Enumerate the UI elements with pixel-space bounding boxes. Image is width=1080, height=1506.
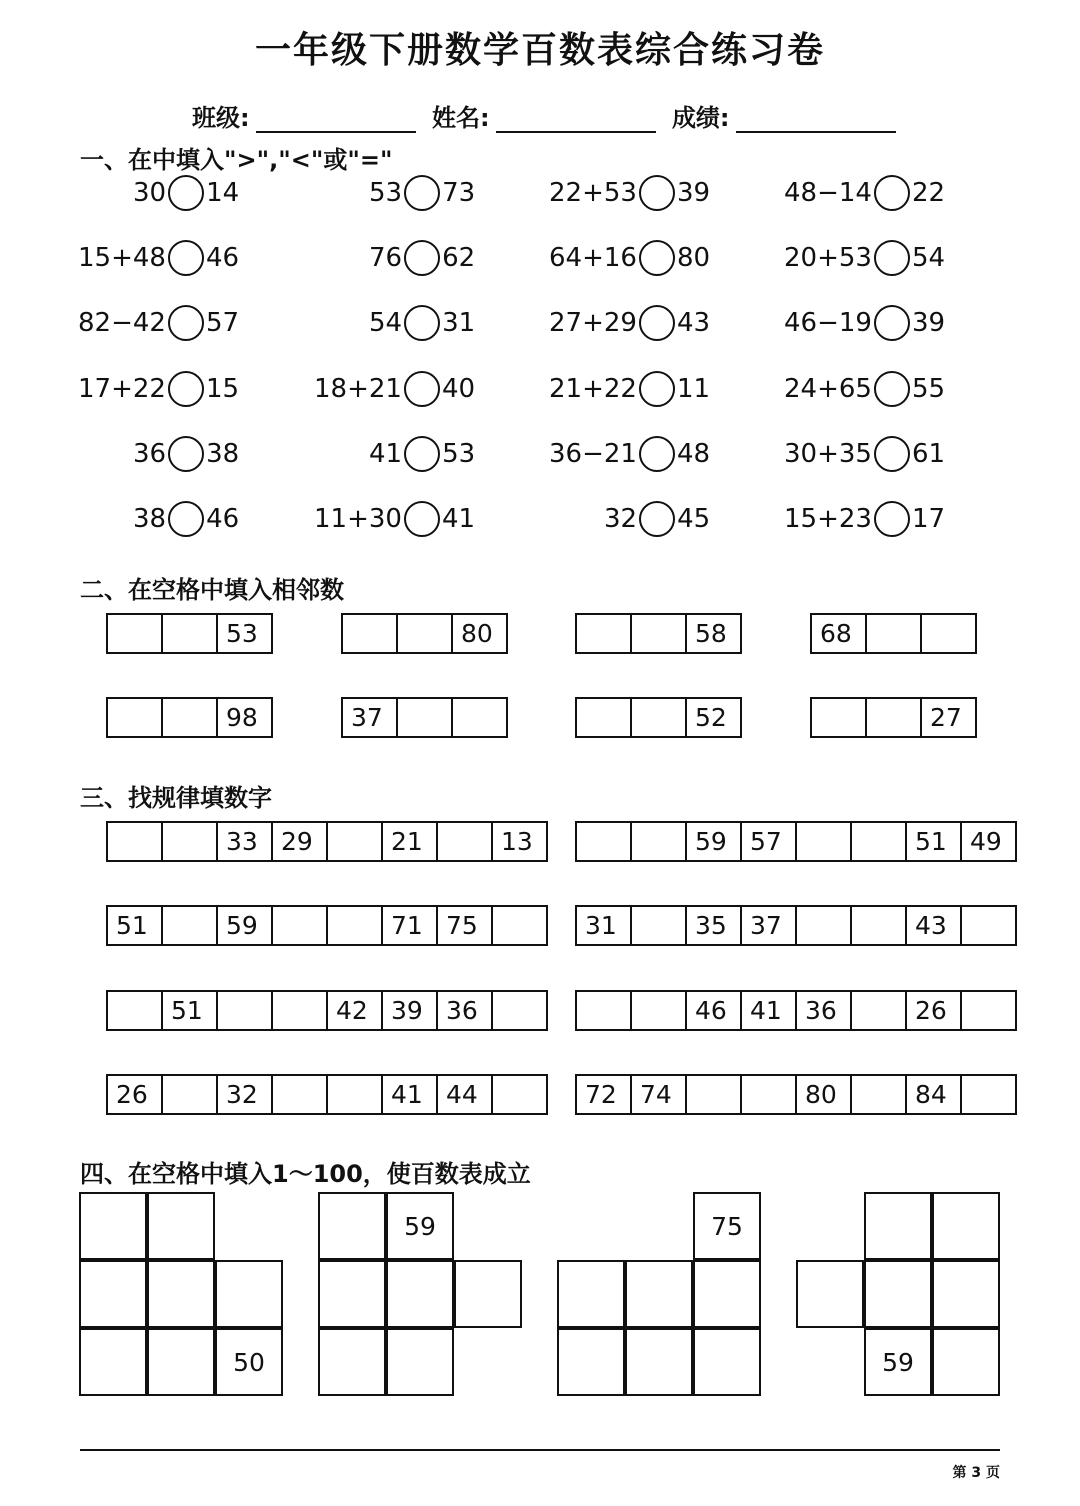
given-number-cell: 51 bbox=[108, 907, 163, 944]
blank-cell[interactable] bbox=[632, 823, 687, 860]
blank-cell[interactable] bbox=[386, 1328, 454, 1396]
blank-cell[interactable] bbox=[577, 992, 632, 1029]
answer-circle[interactable] bbox=[168, 175, 204, 211]
answer-circle[interactable] bbox=[168, 240, 204, 276]
given-number-cell: 37 bbox=[742, 907, 797, 944]
blank-cell[interactable] bbox=[797, 823, 852, 860]
left-expression: 15+48 bbox=[78, 243, 166, 273]
given-number-cell: 33 bbox=[218, 823, 273, 860]
answer-circle[interactable] bbox=[639, 305, 675, 341]
blank-cell[interactable] bbox=[493, 992, 548, 1029]
blank-cell[interactable] bbox=[687, 1076, 742, 1113]
blank-cell[interactable] bbox=[318, 1192, 386, 1260]
answer-circle[interactable] bbox=[404, 436, 440, 472]
blank-cell[interactable] bbox=[218, 992, 273, 1029]
given-number-cell: 59 bbox=[864, 1328, 932, 1396]
given-number-cell: 75 bbox=[693, 1192, 761, 1260]
blank-cell[interactable] bbox=[812, 699, 867, 736]
given-number-cell: 37 bbox=[343, 699, 398, 736]
comparison-item bbox=[784, 303, 945, 343]
adjacent-number-box bbox=[106, 613, 273, 654]
given-number-cell: 84 bbox=[907, 1076, 962, 1113]
given-number-cell: 57 bbox=[742, 823, 797, 860]
blank-cell[interactable] bbox=[328, 907, 383, 944]
comparison-item bbox=[369, 303, 475, 343]
answer-circle[interactable] bbox=[404, 371, 440, 407]
answer-circle[interactable] bbox=[168, 436, 204, 472]
score-label: 成绩: bbox=[671, 104, 730, 132]
answer-circle[interactable] bbox=[168, 305, 204, 341]
right-expression: 17 bbox=[911, 504, 946, 534]
comparison-item bbox=[784, 173, 945, 213]
blank-cell[interactable] bbox=[108, 699, 163, 736]
blank-cell[interactable] bbox=[852, 823, 907, 860]
given-number-cell: 26 bbox=[907, 992, 962, 1029]
given-number-cell: 41 bbox=[383, 1076, 438, 1113]
section1-heading: 一、在中填入">","<"或"=" bbox=[80, 146, 393, 174]
pattern-sequence bbox=[106, 1074, 548, 1115]
left-expression: 30+35 bbox=[784, 439, 872, 469]
left-expression: 11+30 bbox=[314, 504, 402, 534]
given-number-cell: 32 bbox=[218, 1076, 273, 1113]
left-expression: 18+21 bbox=[314, 374, 402, 404]
adjacent-number-box bbox=[341, 697, 508, 738]
comparison-item bbox=[78, 303, 239, 343]
blank-cell[interactable] bbox=[852, 992, 907, 1029]
left-expression: 48−14 bbox=[784, 178, 872, 208]
blank-cell[interactable] bbox=[108, 615, 163, 652]
right-expression: 48 bbox=[676, 439, 711, 469]
pattern-sequence bbox=[575, 1074, 1017, 1115]
left-expression: 64+16 bbox=[549, 243, 637, 273]
blank-cell[interactable] bbox=[962, 1076, 1017, 1113]
blank-cell[interactable] bbox=[962, 907, 1017, 944]
left-expression: 15+23 bbox=[784, 504, 872, 534]
answer-circle[interactable] bbox=[874, 175, 910, 211]
comparison-item bbox=[369, 173, 475, 213]
comparison-item bbox=[784, 499, 945, 539]
blank-cell[interactable] bbox=[79, 1260, 147, 1328]
given-number-cell: 68 bbox=[812, 615, 867, 652]
right-expression: 14 bbox=[206, 178, 240, 208]
footer-rule bbox=[80, 1449, 1000, 1451]
blank-cell[interactable] bbox=[932, 1328, 1000, 1396]
right-expression: 57 bbox=[205, 308, 240, 338]
given-number-cell: 13 bbox=[493, 823, 548, 860]
given-number-cell: 41 bbox=[742, 992, 797, 1029]
left-expression: 36−21 bbox=[549, 439, 637, 469]
blank-cell[interactable] bbox=[273, 907, 328, 944]
pattern-sequence bbox=[575, 905, 1017, 946]
given-number-cell: 26 bbox=[108, 1076, 163, 1113]
answer-circle[interactable] bbox=[404, 305, 440, 341]
left-expression: 38 bbox=[133, 504, 167, 534]
answer-circle[interactable] bbox=[404, 240, 440, 276]
given-number-cell: 53 bbox=[218, 615, 273, 652]
adjacent-number-box bbox=[575, 697, 742, 738]
left-expression: 24+65 bbox=[784, 374, 872, 404]
right-expression: 39 bbox=[676, 178, 711, 208]
pattern-sequence bbox=[575, 990, 1017, 1031]
blank-cell[interactable] bbox=[79, 1328, 147, 1396]
blank-cell[interactable] bbox=[273, 1076, 328, 1113]
left-expression: 32 bbox=[604, 504, 638, 534]
left-expression: 53 bbox=[369, 178, 403, 208]
blank-cell[interactable] bbox=[577, 615, 632, 652]
comparison-item bbox=[784, 238, 945, 278]
left-expression: 76 bbox=[369, 243, 403, 273]
score-field[interactable] bbox=[736, 105, 896, 133]
blank-cell[interactable] bbox=[163, 823, 218, 860]
blank-cell[interactable] bbox=[796, 1260, 864, 1328]
given-number-cell: 42 bbox=[328, 992, 383, 1029]
pattern-sequence bbox=[575, 821, 1017, 862]
comparison-item bbox=[78, 238, 239, 278]
answer-circle[interactable] bbox=[874, 240, 910, 276]
page-title: 一年级下册数学百数表综合练习卷 bbox=[254, 30, 825, 71]
given-number-cell: 80 bbox=[797, 1076, 852, 1113]
given-number-cell: 59 bbox=[687, 823, 742, 860]
given-number-cell: 43 bbox=[907, 907, 962, 944]
given-number-cell: 36 bbox=[438, 992, 493, 1029]
name-field[interactable] bbox=[496, 105, 656, 133]
right-expression: 11 bbox=[676, 374, 711, 404]
given-number-cell: 31 bbox=[577, 907, 632, 944]
left-expression: 21+22 bbox=[549, 374, 637, 404]
class-field[interactable] bbox=[256, 105, 416, 133]
blank-cell[interactable] bbox=[797, 907, 852, 944]
answer-circle[interactable] bbox=[168, 501, 204, 537]
blank-cell[interactable] bbox=[632, 699, 687, 736]
blank-cell[interactable] bbox=[493, 1076, 548, 1113]
blank-cell[interactable] bbox=[163, 1076, 218, 1113]
blank-cell[interactable] bbox=[493, 907, 548, 944]
given-number-cell: 49 bbox=[962, 823, 1017, 860]
answer-circle[interactable] bbox=[639, 371, 675, 407]
left-expression: 22+53 bbox=[549, 178, 637, 208]
given-number-cell: 58 bbox=[687, 615, 742, 652]
left-expression: 30 bbox=[133, 178, 167, 208]
comparison-item bbox=[604, 499, 710, 539]
page-number: 第 3 页 bbox=[952, 1465, 1000, 1481]
left-expression: 82−42 bbox=[78, 308, 166, 338]
right-expression: 41 bbox=[441, 504, 476, 534]
blank-cell[interactable] bbox=[864, 1260, 932, 1328]
right-expression: 54 bbox=[911, 243, 946, 273]
adjacent-number-box bbox=[810, 613, 977, 654]
blank-cell[interactable] bbox=[852, 907, 907, 944]
right-expression: 40 bbox=[441, 374, 476, 404]
answer-circle[interactable] bbox=[874, 305, 910, 341]
blank-cell[interactable] bbox=[438, 823, 493, 860]
given-number-cell: 52 bbox=[687, 699, 742, 736]
adjacent-number-box bbox=[575, 613, 742, 654]
blank-cell[interactable] bbox=[852, 1076, 907, 1113]
given-number-cell: 74 bbox=[632, 1076, 687, 1113]
blank-cell[interactable] bbox=[108, 992, 163, 1029]
given-number-cell: 71 bbox=[383, 907, 438, 944]
comparison-item bbox=[549, 238, 710, 278]
right-expression: 31 bbox=[442, 308, 476, 338]
comparison-item bbox=[369, 434, 475, 474]
blank-cell[interactable] bbox=[932, 1192, 1000, 1260]
blank-cell[interactable] bbox=[273, 992, 328, 1029]
blank-cell[interactable] bbox=[147, 1192, 215, 1260]
given-number-cell: 98 bbox=[218, 699, 273, 736]
section3-heading: 三、找规律填数字 bbox=[80, 784, 272, 812]
answer-circle[interactable] bbox=[639, 240, 675, 276]
blank-cell[interactable] bbox=[693, 1328, 761, 1396]
right-expression: 38 bbox=[206, 439, 240, 469]
blank-cell[interactable] bbox=[163, 907, 218, 944]
adjacent-number-box bbox=[106, 697, 273, 738]
blank-cell[interactable] bbox=[163, 615, 218, 652]
given-number-cell: 21 bbox=[383, 823, 438, 860]
given-number-cell: 51 bbox=[163, 992, 218, 1029]
blank-cell[interactable] bbox=[867, 699, 922, 736]
comparison-item bbox=[549, 303, 710, 343]
comparison-item bbox=[133, 173, 239, 213]
pattern-sequence bbox=[106, 821, 548, 862]
class-label: 班级: bbox=[192, 104, 250, 132]
right-expression: 45 bbox=[677, 504, 711, 534]
blank-cell[interactable] bbox=[867, 615, 922, 652]
right-expression: 61 bbox=[911, 439, 946, 469]
left-expression: 41 bbox=[369, 439, 403, 469]
right-expression: 39 bbox=[911, 308, 946, 338]
given-number-cell: 46 bbox=[687, 992, 742, 1029]
blank-cell[interactable] bbox=[632, 907, 687, 944]
right-expression: 53 bbox=[442, 439, 476, 469]
blank-cell[interactable] bbox=[577, 823, 632, 860]
left-expression: 20+53 bbox=[784, 243, 872, 273]
comparison-item bbox=[784, 369, 945, 409]
blank-cell[interactable] bbox=[454, 1260, 522, 1328]
blank-cell[interactable] bbox=[632, 992, 687, 1029]
right-expression: 73 bbox=[442, 178, 476, 208]
blank-cell[interactable] bbox=[742, 1076, 797, 1113]
answer-circle[interactable] bbox=[874, 371, 910, 407]
section2-heading: 二、在空格中填入相邻数 bbox=[80, 576, 344, 604]
adjacent-number-box bbox=[810, 697, 977, 738]
blank-cell[interactable] bbox=[163, 699, 218, 736]
comparison-item bbox=[133, 499, 239, 539]
answer-circle[interactable] bbox=[639, 501, 675, 537]
blank-cell[interactable] bbox=[328, 1076, 383, 1113]
blank-cell[interactable] bbox=[386, 1260, 454, 1328]
blank-cell[interactable] bbox=[625, 1328, 693, 1396]
given-number-cell: 50 bbox=[215, 1328, 283, 1396]
blank-cell[interactable] bbox=[625, 1260, 693, 1328]
right-expression: 46 bbox=[206, 504, 240, 534]
blank-cell[interactable] bbox=[108, 823, 163, 860]
comparison-item bbox=[133, 434, 239, 474]
comparison-item bbox=[549, 369, 710, 409]
right-expression: 55 bbox=[911, 374, 946, 404]
given-number-cell: 27 bbox=[922, 699, 977, 736]
answer-circle[interactable] bbox=[874, 501, 910, 537]
blank-cell[interactable] bbox=[577, 699, 632, 736]
left-expression: 27+29 bbox=[549, 308, 637, 338]
blank-cell[interactable] bbox=[215, 1260, 283, 1328]
right-expression: 46 bbox=[205, 243, 240, 273]
answer-circle[interactable] bbox=[168, 371, 204, 407]
given-number-cell: 44 bbox=[438, 1076, 493, 1113]
blank-cell[interactable] bbox=[864, 1192, 932, 1260]
blank-cell[interactable] bbox=[343, 615, 398, 652]
left-expression: 17+22 bbox=[78, 374, 166, 404]
blank-cell[interactable] bbox=[932, 1260, 1000, 1328]
pattern-sequence bbox=[106, 905, 548, 946]
given-number-cell: 39 bbox=[383, 992, 438, 1029]
answer-circle[interactable] bbox=[404, 175, 440, 211]
blank-cell[interactable] bbox=[632, 615, 687, 652]
blank-cell[interactable] bbox=[147, 1260, 215, 1328]
right-expression: 62 bbox=[442, 243, 476, 273]
blank-cell[interactable] bbox=[328, 823, 383, 860]
blank-cell[interactable] bbox=[557, 1328, 625, 1396]
left-expression: 54 bbox=[369, 308, 403, 338]
right-expression: 22 bbox=[911, 178, 946, 208]
blank-cell[interactable] bbox=[398, 615, 453, 652]
blank-cell[interactable] bbox=[318, 1328, 386, 1396]
right-expression: 15 bbox=[205, 374, 240, 404]
blank-cell[interactable] bbox=[557, 1260, 625, 1328]
adjacent-number-box bbox=[341, 613, 508, 654]
blank-cell[interactable] bbox=[693, 1260, 761, 1328]
blank-cell[interactable] bbox=[79, 1192, 147, 1260]
comparison-item bbox=[78, 369, 239, 409]
comparison-item bbox=[784, 434, 945, 474]
blank-cell[interactable] bbox=[962, 992, 1017, 1029]
pattern-sequence bbox=[106, 990, 548, 1031]
comparison-item bbox=[549, 173, 710, 213]
right-expression: 43 bbox=[676, 308, 711, 338]
left-expression: 46−19 bbox=[784, 308, 872, 338]
given-number-cell: 36 bbox=[797, 992, 852, 1029]
section4-heading: 四、在空格中填入1～100，使百数表成立 bbox=[80, 1160, 531, 1188]
blank-cell[interactable] bbox=[318, 1260, 386, 1328]
given-number-cell: 59 bbox=[218, 907, 273, 944]
given-number-cell: 59 bbox=[386, 1192, 454, 1260]
right-expression: 80 bbox=[676, 243, 711, 273]
comparison-item bbox=[314, 369, 475, 409]
answer-circle[interactable] bbox=[404, 501, 440, 537]
answer-circle[interactable] bbox=[639, 436, 675, 472]
given-number-cell: 72 bbox=[577, 1076, 632, 1113]
left-expression: 36 bbox=[133, 439, 167, 469]
blank-cell[interactable] bbox=[453, 699, 508, 736]
comparison-item bbox=[369, 238, 475, 278]
comparison-item bbox=[314, 499, 475, 539]
answer-circle[interactable] bbox=[639, 175, 675, 211]
given-number-cell: 35 bbox=[687, 907, 742, 944]
given-number-cell: 80 bbox=[453, 615, 508, 652]
given-number-cell: 75 bbox=[438, 907, 493, 944]
blank-cell[interactable] bbox=[922, 615, 977, 652]
given-number-cell: 51 bbox=[907, 823, 962, 860]
blank-cell[interactable] bbox=[398, 699, 453, 736]
name-label: 姓名: bbox=[431, 104, 490, 132]
given-number-cell: 29 bbox=[273, 823, 328, 860]
comparison-item bbox=[549, 434, 710, 474]
answer-circle[interactable] bbox=[874, 436, 910, 472]
blank-cell[interactable] bbox=[147, 1328, 215, 1396]
student-info bbox=[192, 98, 904, 133]
